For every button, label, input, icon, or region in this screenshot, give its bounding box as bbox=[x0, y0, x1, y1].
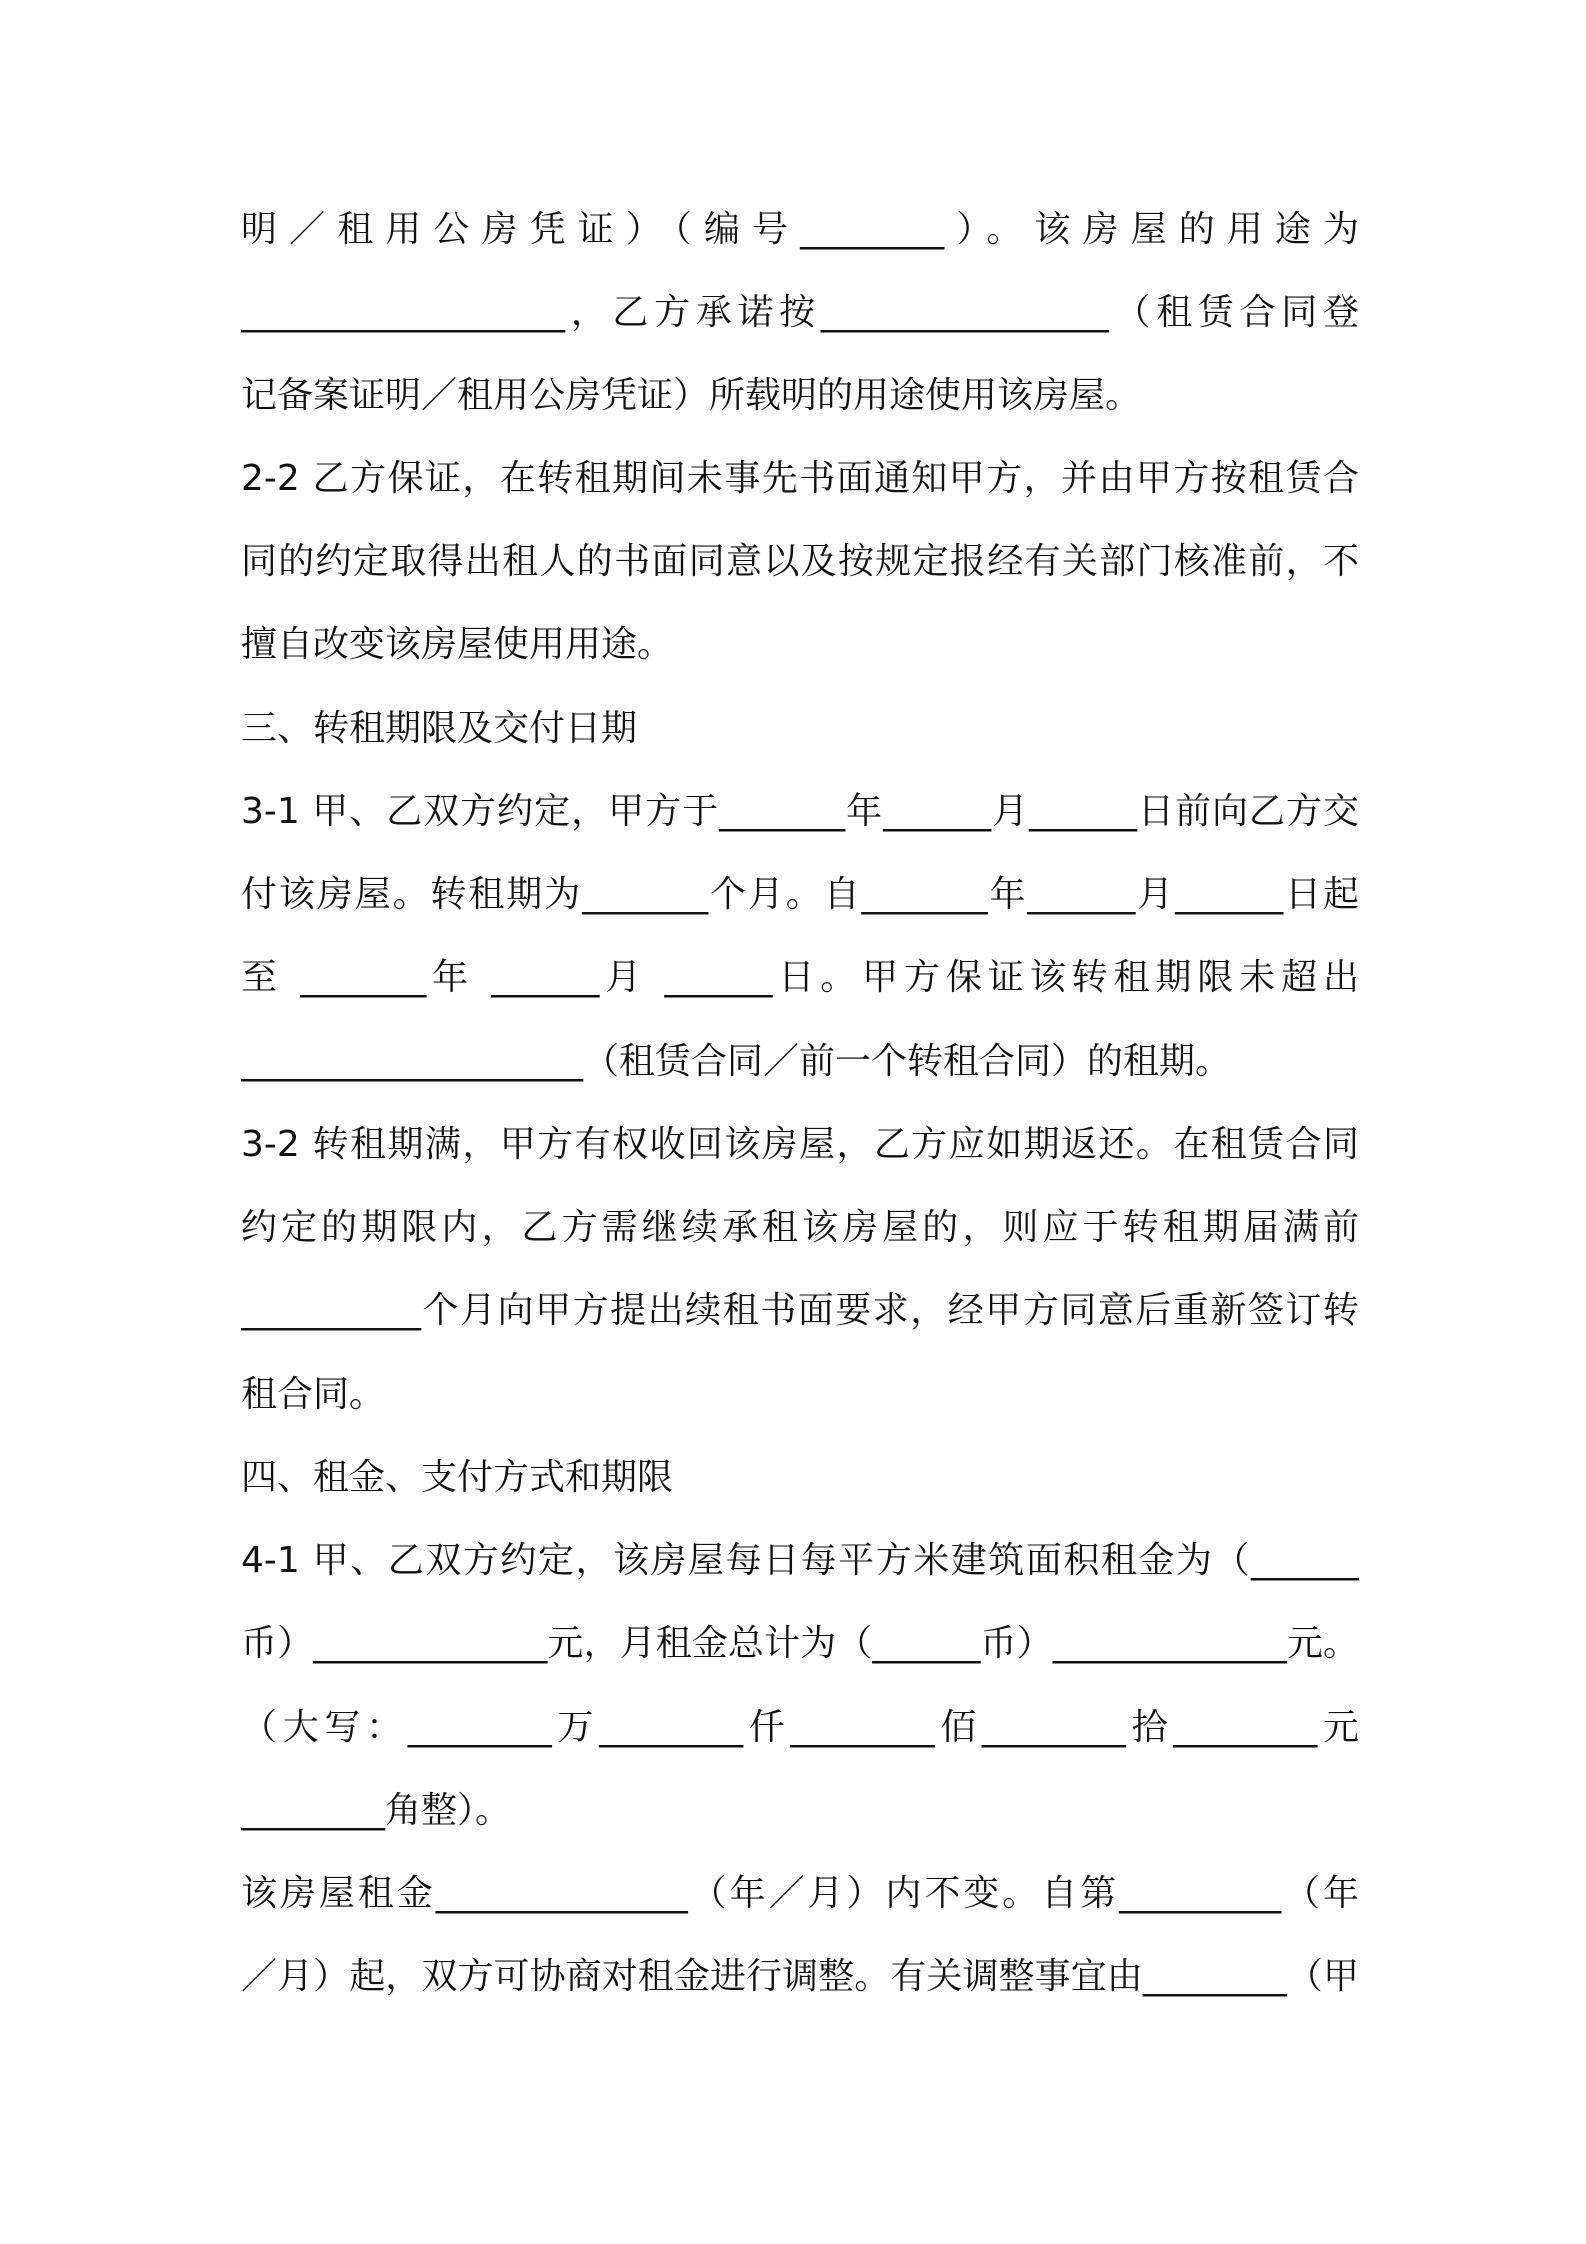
section-heading-4: 四、租金、支付方式和期限 bbox=[241, 1457, 674, 1498]
text-line-10: 至 _______年 ______月 ______日。甲方保证该转租期限未超出 bbox=[241, 957, 1359, 998]
text-line-15: 租合同。 bbox=[241, 1374, 386, 1415]
text-line-14: __________个月向甲方提出续租书面要求，经甲方同意后重新签订转 bbox=[241, 1290, 1359, 1331]
text-line-2: __________________，乙方承诺按________________（租赁合同登 bbox=[241, 292, 1359, 333]
text-line-9: 付该房屋。转租期为_______个月。自_______年______月______日起 bbox=[241, 874, 1359, 915]
text-line-17: 4-1 甲、乙双方约定，该房屋每日每平方米建筑面积租金为（______ bbox=[241, 1540, 1359, 1581]
text-line-18: 币）_____________元，月租金总计为（______币）_____________元。 bbox=[241, 1623, 1359, 1664]
text-line-6: 擅自改变该房屋使用用途。 bbox=[241, 624, 674, 665]
text-line-19: （大写：________万________仟________佰________拾________元 bbox=[241, 1707, 1359, 1748]
text-line-1: 明／租用公房凭证）（编号________）。该房屋的用途为 bbox=[241, 209, 1359, 250]
text-line-20: ________角整）。 bbox=[241, 1790, 512, 1831]
text-line-21: 该房屋租金______________（年／月）内不变。自第_________（年 bbox=[241, 1873, 1359, 1914]
text-line-13: 约定的期限内，乙方需继续承租该房屋的，则应于转租期届满前 bbox=[241, 1207, 1359, 1248]
section-heading-3: 三、转租期限及交付日期 bbox=[241, 708, 638, 749]
text-line-3: 记备案证明／租用公房凭证）所载明的用途使用该房屋。 bbox=[241, 375, 1142, 416]
text-line-5: 同的约定取得出租人的书面同意以及按规定报经有关部门核准前，不 bbox=[241, 541, 1359, 582]
text-line-12: 3-2 转租期满，甲方有权收回该房屋，乙方应如期返还。在租赁合同 bbox=[241, 1124, 1359, 1165]
text-line-11: ___________________（租赁合同／前一个转租合同）的租期。 bbox=[241, 1041, 1232, 1082]
text-line-22: ／月）起，双方可协商对租金进行调整。有关调整事宜由________（甲 bbox=[241, 1956, 1359, 1997]
text-line-4: 2-2 乙方保证，在转租期间未事先书面通知甲方，并由甲方按租赁合 bbox=[241, 458, 1359, 499]
text-line-8: 3-1 甲、乙双方约定，甲方于_______年______月______日前向乙方交 bbox=[241, 791, 1359, 832]
